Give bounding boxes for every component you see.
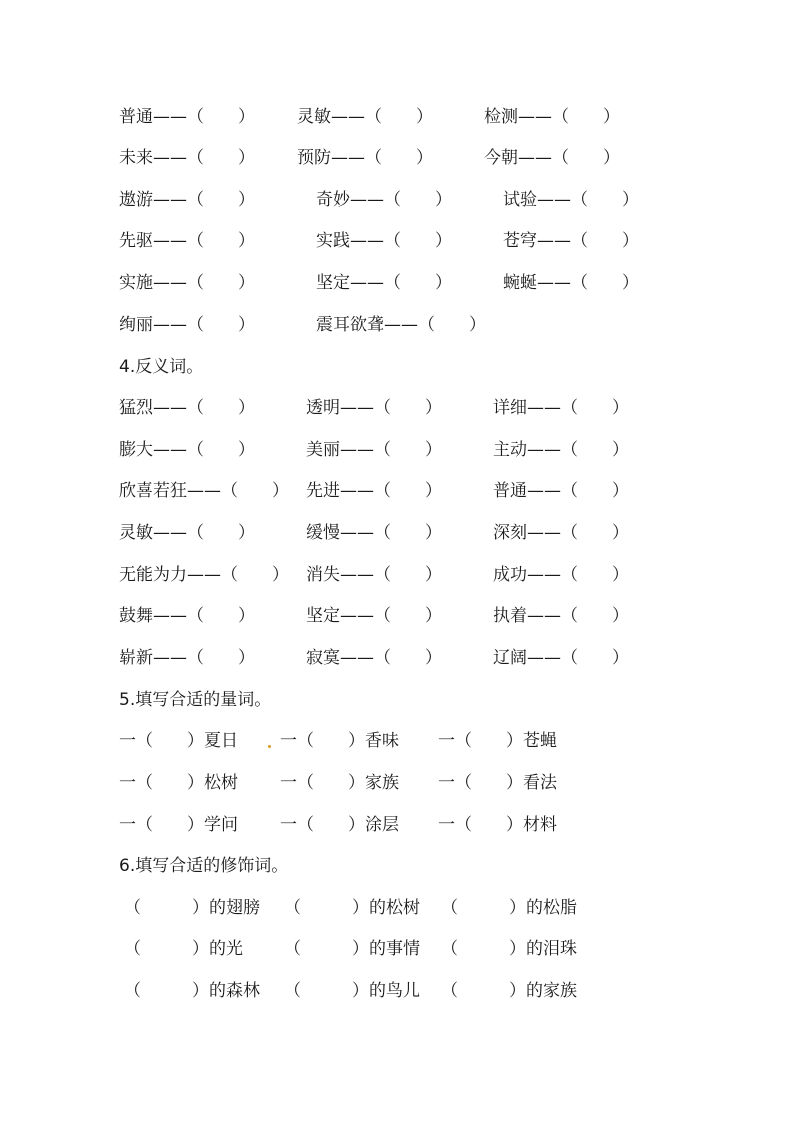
modifier-item: （ ）的光 xyxy=(124,939,243,959)
antonym-item: 膨大——（ ） xyxy=(119,440,255,460)
antonym-row xyxy=(0,393,794,423)
modifier-item: （ ）的翅膀 xyxy=(124,898,260,918)
synonym-item: 绚丽——（ ） xyxy=(119,315,255,335)
synonym-row xyxy=(0,226,794,256)
measure-word-item: 一（ ）香味 xyxy=(280,731,399,751)
antonym-item: 猛烈——（ ） xyxy=(119,398,255,418)
measure-word-row xyxy=(0,726,794,756)
measure-word-item: 一（ ）学问 xyxy=(119,815,238,835)
antonym-item: 主动——（ ） xyxy=(493,440,629,460)
antonym-row xyxy=(0,601,794,631)
antonym-item: 鼓舞——（ ） xyxy=(119,606,255,626)
antonym-row xyxy=(0,476,794,506)
synonym-item: 坚定——（ ） xyxy=(316,273,452,293)
synonym-item: 实践——（ ） xyxy=(316,231,452,251)
synonym-item: 未来——（ ） xyxy=(119,148,255,168)
antonym-item: 深刻——（ ） xyxy=(493,523,629,543)
synonym-row xyxy=(0,102,794,132)
antonym-item: 坚定——（ ） xyxy=(306,606,442,626)
measure-word-item: 一（ ）苍蝇 xyxy=(438,731,557,751)
antonym-item: 崭新——（ ） xyxy=(119,648,255,668)
synonym-item: 灵敏——（ ） xyxy=(297,107,433,127)
antonym-item: 欣喜若狂——（ ） xyxy=(119,481,289,501)
measure-words-title: 5.填写合适的量词。 xyxy=(119,690,272,710)
antonym-item: 普通——（ ） xyxy=(493,481,629,501)
synonym-row xyxy=(0,268,794,298)
synonym-item: 检测——（ ） xyxy=(484,107,620,127)
synonym-item: 预防——（ ） xyxy=(297,148,433,168)
synonym-item: 先驱——（ ） xyxy=(119,231,255,251)
antonym-row xyxy=(0,643,794,673)
modifier-item: （ ）的事情 xyxy=(284,939,420,959)
synonym-item: 试验——（ ） xyxy=(503,190,639,210)
antonym-row xyxy=(0,560,794,590)
synonym-row xyxy=(0,185,794,215)
antonym-item: 详细——（ ） xyxy=(493,398,629,418)
measure-word-row xyxy=(0,810,794,840)
synonym-item: 奇妙——（ ） xyxy=(316,190,452,210)
measure-word-item: 一（ ）夏日 xyxy=(119,731,238,751)
antonym-item: 缓慢——（ ） xyxy=(306,523,442,543)
modifier-item: （ ）的家族 xyxy=(441,981,577,1001)
modifier-item: （ ）的松脂 xyxy=(441,898,577,918)
measure-word-item: 一（ ）涂层 xyxy=(280,815,399,835)
antonym-item: 成功——（ ） xyxy=(493,565,629,585)
modifier-item: （ ）的泪珠 xyxy=(441,939,577,959)
modifier-item: （ ）的松树 xyxy=(284,898,420,918)
antonym-item: 执着——（ ） xyxy=(493,606,629,626)
antonym-item: 辽阔——（ ） xyxy=(493,648,629,668)
measure-word-item: 一（ ）看法 xyxy=(438,773,557,793)
antonym-item: 透明——（ ） xyxy=(306,398,442,418)
synonym-item: 今朝——（ ） xyxy=(484,148,620,168)
antonym-item: 消失——（ ） xyxy=(306,565,442,585)
antonym-item: 灵敏——（ ） xyxy=(119,523,255,543)
modifier-row xyxy=(0,976,794,1006)
measure-word-item: 一（ ）松树 xyxy=(119,773,238,793)
synonym-item: 苍穹——（ ） xyxy=(503,231,639,251)
antonym-item: 先进——（ ） xyxy=(306,481,442,501)
synonym-item: 震耳欲聋——（ ） xyxy=(316,315,486,335)
measure-word-row xyxy=(0,768,794,798)
antonym-row xyxy=(0,518,794,548)
modifier-row xyxy=(0,893,794,923)
antonym-item: 无能为力——（ ） xyxy=(119,565,289,585)
modifier-item: （ ）的鸟儿 xyxy=(284,981,420,1001)
synonym-row xyxy=(0,310,794,340)
measure-word-item: 一（ ）家族 xyxy=(280,773,399,793)
stray-dot xyxy=(268,745,271,748)
antonym-item: 美丽——（ ） xyxy=(306,440,442,460)
synonym-item: 遨游——（ ） xyxy=(119,190,255,210)
modifier-row xyxy=(0,934,794,964)
synonym-row xyxy=(0,143,794,173)
synonym-item: 蜿蜒——（ ） xyxy=(503,273,639,293)
synonym-item: 实施——（ ） xyxy=(119,273,255,293)
measure-word-item: 一（ ）材料 xyxy=(438,815,557,835)
antonyms-title: 4.反义词。 xyxy=(119,357,204,377)
antonym-row xyxy=(0,435,794,465)
synonym-item: 普通——（ ） xyxy=(119,107,255,127)
modifiers-title: 6.填写合适的修饰词。 xyxy=(119,856,289,876)
antonym-item: 寂寞——（ ） xyxy=(306,648,442,668)
modifier-item: （ ）的森林 xyxy=(124,981,260,1001)
